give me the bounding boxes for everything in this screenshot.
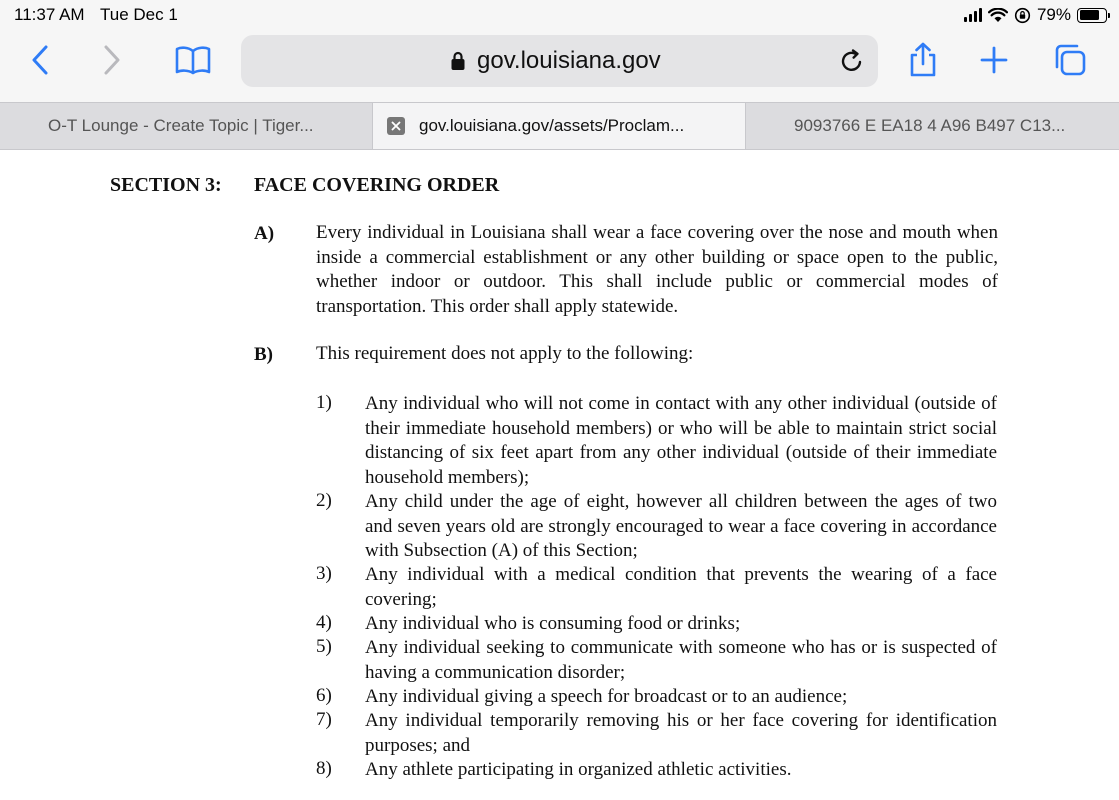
exception-number: 1) (316, 392, 332, 413)
exception-text: Any individual temporarily removing his or her face covering for identification purposes; and (365, 710, 997, 756)
orientation-lock-icon (1014, 7, 1031, 24)
status-date: Tue Dec 1 (100, 5, 178, 24)
chevron-right-icon (101, 44, 123, 76)
share-button[interactable] (903, 40, 943, 80)
exception-number: 2) (316, 490, 332, 511)
exception-number: 8) (316, 758, 332, 779)
address-bar[interactable] (241, 35, 878, 87)
section-number: SECTION 3: (110, 174, 222, 196)
reload-button[interactable] (836, 45, 868, 77)
tab-label: O-T Lounge - Create Topic | Tiger... (48, 116, 314, 135)
exception-text: Any individual giving a speech for broadcast or to an audience; (365, 686, 848, 707)
battery-percentage: 79% (1036, 5, 1071, 24)
tab-active-proclamation[interactable] (373, 103, 746, 149)
section-title: FACE COVERING ORDER (254, 174, 500, 196)
tab-ot-lounge[interactable] (0, 103, 373, 149)
bookmarks-button[interactable] (173, 40, 213, 80)
exception-number: 3) (316, 563, 332, 584)
exception-text: Any athlete participating in organized athletic activities. (365, 759, 792, 780)
plus-icon (979, 45, 1009, 75)
close-tab-button[interactable] (387, 117, 405, 135)
forward-button[interactable] (92, 40, 132, 80)
exception-text: Any individual who will not come in contact with any other individual (outside of their immediate household members) or who will be able to maintain strict social distancing of six feet apart from any other individual (outside of their immediate household members); (365, 393, 997, 488)
exception-text: Any individual seeking to communicate with someone who has or is suspected of having a communication disorder; (365, 637, 997, 683)
tab-overview-button[interactable] (1050, 40, 1090, 80)
status-indicators (964, 5, 1107, 25)
book-icon (175, 45, 211, 75)
exception-text: Any child under the age of eight, however all children between the ages of two and seven years old are strongly encouraged to wear a face covering in accordance with Subsection (A) of this Section; (365, 491, 997, 561)
tab-label: 9093766 E EA18 4 A96 B497 C13... (794, 116, 1066, 135)
share-icon (908, 42, 938, 78)
browser-toolbar (0, 30, 1119, 102)
tab-image[interactable] (746, 103, 1119, 149)
paragraph-a-label: A) (254, 223, 275, 244)
exception-text: Any individual with a medical condition that prevents the wearing of a face covering; (365, 564, 997, 610)
tabs-icon (1052, 42, 1088, 78)
pdf-document[interactable] (0, 150, 1119, 800)
wifi-icon (988, 8, 1008, 23)
new-tab-button[interactable] (974, 40, 1014, 80)
paragraph-b-label: B) (254, 344, 273, 365)
lock-icon (450, 51, 466, 71)
paragraph-a-text: Every individual in Louisiana shall wear a face covering over the nose and mouth when inside a commercial establishment or any other building or space open to the public, whether indoor or outdoor. This shall include public or commercial modes of transportation. This order shall apply statewide. (316, 222, 998, 317)
url-text: gov.louisiana.gov (477, 47, 661, 74)
exception-number: 6) (316, 685, 332, 706)
reload-icon (839, 48, 865, 74)
status-time: 11:37 AM (14, 5, 85, 24)
chevron-left-icon (29, 44, 51, 76)
exception-number: 5) (316, 636, 332, 657)
exception-number: 7) (316, 709, 332, 730)
paragraph-b-text: This requirement does not apply to the following: (316, 343, 694, 364)
tab-label: gov.louisiana.gov/assets/Proclam... (419, 116, 685, 135)
battery-level (1080, 10, 1100, 20)
back-button[interactable] (20, 40, 60, 80)
status-bar (0, 0, 1119, 30)
exception-text: Any individual who is consuming food or drinks; (365, 613, 741, 634)
tab-strip (0, 102, 1119, 150)
cellular-signal-icon (964, 8, 982, 22)
close-icon (391, 121, 401, 131)
battery-icon (1077, 8, 1107, 23)
exception-number: 4) (316, 612, 332, 633)
